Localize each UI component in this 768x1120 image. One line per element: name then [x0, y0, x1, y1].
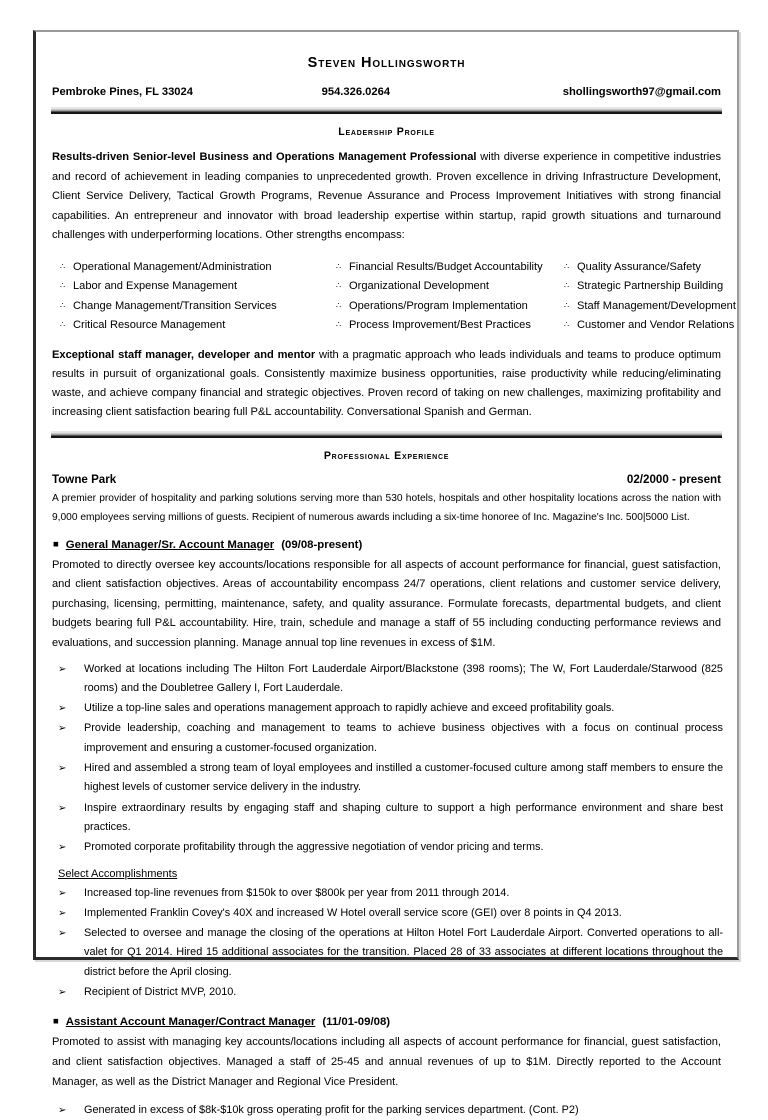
skill-item — [336, 277, 564, 296]
arrow-bullet-icon: ➢ — [58, 802, 67, 814]
arrow-bullet-icon: ➢ — [58, 987, 67, 999]
bullet-text: Generated in excess of $8k-$10k gross operating profit for the parking services department. (Cont. P2) — [84, 1104, 579, 1117]
bullet-text: Inspire extraordinary results by engaging staff and shaping culture to support a high performance environment and share best practices. — [84, 801, 723, 833]
bullet-item — [50, 904, 723, 923]
role-title-row — [53, 1016, 723, 1028]
bullet-item — [50, 983, 723, 1002]
candidate-name: Steven Hollingsworth — [307, 55, 466, 71]
bullet-item — [50, 838, 723, 857]
bullet-item — [50, 699, 723, 718]
skill-item — [336, 258, 564, 277]
skill-label: Organizational Development — [349, 280, 489, 293]
arrow-bullet-icon: ➢ — [58, 723, 67, 735]
leadership-outro-rest: with a pragmatic approach who leads individuals and teams to produce optimum results in pursuit of organizational goals. Consistently maximize business opportunities, raise productivity while reducing/eliminating waste, and achieve company financial and strategic objectives. Proven record of taking on new challenges, maximizing profitability and increasing client satisfaction bearing full P&L accountability. Conversational Spanish and German. — [52, 348, 721, 419]
arrow-bullet-icon: ➢ — [58, 907, 67, 919]
skill-bullet-icon: ∴ — [60, 261, 66, 271]
skill-label: Process Improvement/Best Practices — [349, 319, 531, 332]
skill-bullet-icon: ∴ — [336, 320, 342, 330]
role-title: Assistant Account Manager/Contract Manager — [65, 1016, 316, 1029]
arrow-bullet-icon: ➢ — [58, 887, 67, 899]
bullet-text: Implemented Franklin Covey's 40X and increased W Hotel overall service score (GEI) over 8 points in Q4 2013. — [84, 906, 622, 919]
bullet-text: Hired and assembled a strong team of loyal employees and instilled a customer-focused culture among staff members to ensure the highest levels of customer service delivery in the industry. — [84, 762, 723, 794]
skill-bullet-icon: ∴ — [336, 281, 342, 291]
divider-experience — [51, 431, 722, 438]
skill-bullet-icon: ∴ — [564, 320, 570, 330]
company-dates: 02/2000 - present — [626, 473, 721, 487]
skill-bullet-icon: ∴ — [60, 300, 66, 310]
bullet-text: Recipient of District MVP, 2010. — [84, 986, 237, 999]
arrow-bullet-icon: ➢ — [58, 703, 67, 715]
leadership-intro-rest: with diverse experience in competitive industries and record of achievement in leading companies to unprecedented growth. Proven excellence in driving Infrastructure Development, Client Service Delivery, Tactical Growth Programs, Revenue Assurance and Process Improvement Initiatives with strong financial capabilities. An entrepreneur and innovator with broad leadership expertise within startup, rapid growth situations and turnaround challenges with underperforming locations. Other strengths encompass: — [52, 151, 721, 242]
bullet-item — [50, 660, 723, 699]
select-accomplishments-heading: Select Accomplishments — [58, 867, 178, 880]
role-dates: (11/01-09/08) — [322, 1016, 391, 1029]
contact-email: shollingsworth97@gmail.com — [562, 86, 721, 98]
bullet-item — [50, 799, 723, 838]
skill-label: Operational Management/Administration — [73, 260, 272, 273]
skill-bullet-icon: ∴ — [564, 281, 570, 291]
company-row — [52, 473, 721, 486]
role-summary: Promoted to assist with managing key accounts/locations including all aspects of account performance for financial, guest satisfaction, and client satisfaction objectives. Managed a staff of 25-45 and annual revenues of up to $1M. Directly reported to the Account Manager, as well as the District Manager and Regional Vice President. — [52, 1036, 721, 1088]
skill-label: Operations/Program Implementation — [349, 299, 528, 312]
arrow-bullet-icon: ➢ — [58, 928, 67, 940]
arrow-bullet-icon: ➢ — [58, 1105, 67, 1117]
skill-item — [60, 277, 336, 296]
contact-row — [52, 86, 721, 98]
bullet-text: Promoted corporate profitability through the aggressive negotiation of vendor pricing and terms. — [84, 841, 544, 854]
square-bullet-icon: ■ — [53, 538, 59, 550]
resume-page — [33, 30, 739, 1117]
role-title-row — [53, 539, 723, 551]
skill-item — [336, 316, 564, 335]
bullet-text: Selected to oversee and manage the closing of the operations at Hilton Hotel Fort Lauderdale Airport. Converted operations to all-valet for Q1 2014. Hired 15 additional associates for the transition. Placed 28 of 33 associates at different locations throughout the district before the April closing. — [84, 927, 723, 978]
company-name: Towne Park — [52, 473, 117, 487]
skill-item — [564, 277, 736, 296]
skill-bullet-icon: ∴ — [336, 261, 342, 271]
leadership-intro-bold: Results-driven Senior-level Business and Operations Management Professional — [52, 151, 477, 163]
leadership-intro-paragraph — [52, 148, 721, 246]
bullet-text: Worked at locations including The Hilton Fort Lauderdale Airport/Blackstone (398 rooms); The W, Fort Lauderdale/Starwood (825 rooms) and the Doubletree Gallery I, Fort Lauderdale. — [84, 662, 723, 694]
skill-item — [60, 316, 336, 335]
bullet-item — [50, 759, 723, 798]
skill-item — [564, 316, 736, 335]
role-bullet-list — [50, 660, 723, 858]
bullet-item — [50, 884, 723, 903]
skill-bullet-icon: ∴ — [60, 281, 66, 291]
bullet-item — [50, 719, 723, 758]
section-heading-professional-experience: Professional Experience — [323, 450, 450, 463]
skill-label: Quality Assurance/Safety — [577, 260, 701, 273]
contact-location: Pembroke Pines, FL 33024 — [52, 86, 193, 98]
company-description: A premier provider of hospitality and parking solutions serving more than 530 hotels, hospitals and other hospitality locations across the nation with 9,000 employees serving millions of guests. Recipient of numerous awards including a six-time honoree of Inc. Magazine's Inc. 500|5000 List. — [52, 493, 721, 523]
skill-label: Change Management/Transition Services — [73, 299, 277, 312]
skill-item — [60, 297, 336, 316]
skill-bullet-icon: ∴ — [564, 300, 570, 310]
divider-header — [51, 107, 722, 114]
bullet-item — [50, 924, 723, 982]
skill-label: Staff Management/Development — [577, 299, 736, 312]
skill-label: Critical Resource Management — [73, 319, 226, 332]
leadership-outro-bold: Exceptional staff manager, developer and mentor — [52, 348, 316, 361]
bullet-text: Provide leadership, coaching and management to teams to achieve business objectives with a focus on continual process improvement and ensuring a customer-focused organization. — [84, 722, 723, 754]
bullet-text: Utilize a top-line sales and operations management approach to rapidly achieve and exceed profitability goals. — [84, 702, 615, 715]
skill-item — [336, 297, 564, 316]
skill-item — [60, 258, 336, 277]
bullet-text: Increased top-line revenues from $150k to over $800k per year from 2011 through 2014. — [84, 886, 510, 899]
role-summary: Promoted to directly oversee key accounts/locations responsible for all aspects of account performance for financial, guest satisfaction, and client satisfaction objectives. Areas of accountability encompass 24/7 operations, client relations and customer service delivery, purchasing, licensing, permitting, maintenance, safety, and quality assurance. Formulate forecasts, departmental budgets, and client budgets bearing full P&L accountability. Hire, train, schedule and manage a staff of 55 including conducting performance reviews and evaluations, and succession planning. Manage annual top line revenues in excess of $1M. — [52, 558, 721, 649]
core-competencies-grid — [60, 258, 736, 336]
skill-label: Financial Results/Budget Accountability — [349, 260, 543, 273]
skill-bullet-icon: ∴ — [60, 320, 66, 330]
skill-item — [564, 258, 736, 277]
contact-phone: 954.326.0264 — [321, 86, 391, 98]
section-heading-leadership-profile: Leadership Profile — [338, 126, 435, 138]
accomplishments-list — [50, 884, 723, 1003]
skill-label: Strategic Partnership Building — [577, 280, 724, 293]
skill-bullet-icon: ∴ — [336, 300, 342, 310]
square-bullet-icon: ■ — [53, 1016, 59, 1028]
bullet-item — [50, 1101, 723, 1120]
leadership-outro-paragraph — [52, 346, 721, 423]
role-bullet-list — [50, 1101, 723, 1120]
role-dates: (09/08-present) — [281, 538, 363, 551]
arrow-bullet-icon: ➢ — [58, 842, 67, 854]
role-title: General Manager/Sr. Account Manager — [65, 538, 275, 551]
arrow-bullet-icon: ➢ — [58, 763, 67, 775]
skill-label: Labor and Expense Management — [73, 280, 238, 293]
skill-label: Customer and Vendor Relations — [577, 319, 735, 332]
skill-bullet-icon: ∴ — [564, 261, 570, 271]
skill-item — [564, 297, 736, 316]
arrow-bullet-icon: ➢ — [58, 663, 67, 675]
